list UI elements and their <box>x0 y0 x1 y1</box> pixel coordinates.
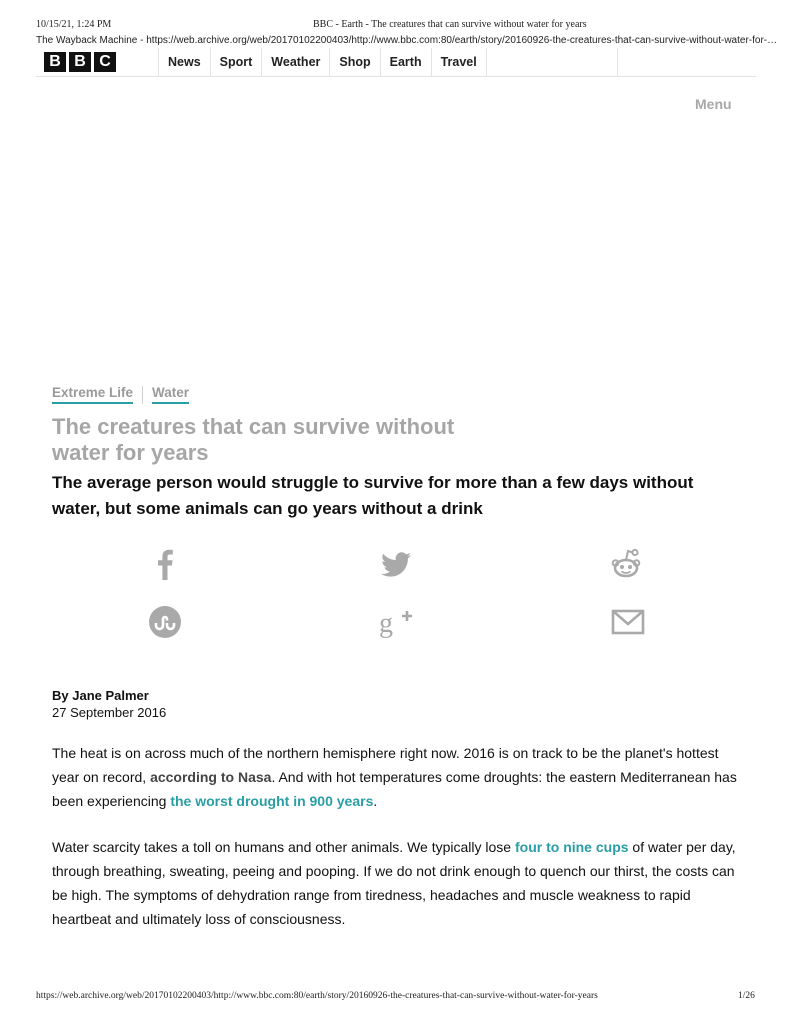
nav-earth[interactable]: Earth <box>380 48 431 76</box>
stumbleupon-icon[interactable] <box>147 604 183 640</box>
byline: By Jane Palmer <box>52 688 149 703</box>
tag-water[interactable]: Water <box>152 385 189 404</box>
publish-date: 27 September 2016 <box>52 705 167 720</box>
paragraph-text: The heat is on across much of the northern hemisphere right now. 2016 is on track to be the planet's hottest year on record, <box>52 745 719 785</box>
nav-news[interactable]: News <box>158 48 210 76</box>
bbc-nav <box>158 48 618 76</box>
bbc-logo[interactable] <box>44 52 116 72</box>
print-datetime: 10/15/21, 1:24 PM <box>36 19 112 30</box>
bbc-logo-letter: B <box>44 52 66 72</box>
tag-divider <box>142 386 143 404</box>
nav-shop[interactable]: Shop <box>329 48 379 76</box>
email-icon[interactable] <box>610 604 646 640</box>
bbc-top-bar <box>36 48 756 77</box>
google-plus-icon[interactable] <box>378 604 414 640</box>
tag-extreme-life[interactable]: Extreme Life <box>52 385 133 404</box>
reddit-icon[interactable] <box>608 546 644 582</box>
bbc-logo-letter: C <box>94 52 116 72</box>
headline-container <box>52 414 652 465</box>
paragraph-2 <box>52 835 742 931</box>
link-four-to-nine-cups[interactable]: four to nine cups <box>514 839 629 855</box>
wayback-url-line: The Wayback Machine - https://web.archive.org/web/20170102200403/http://www.bbc.com:80/earth/story/20160926-the-creatures-that-can-survive-without-water-for-… <box>36 35 778 46</box>
paragraph-text: . And with hot temperatures come droughts: the eastern Mediterranean has been experiencing <box>52 769 737 809</box>
facebook-icon[interactable] <box>147 546 183 582</box>
standfirst: The average person would struggle to survive for more than a few days without water, but some animals can go years without a drink <box>52 473 694 518</box>
paragraph-text: . <box>373 793 378 809</box>
article-tags <box>52 385 189 404</box>
bbc-logo-letter: B <box>69 52 91 72</box>
nav-travel[interactable]: Travel <box>431 48 486 76</box>
twitter-icon[interactable] <box>378 546 414 582</box>
print-page-title: BBC - Earth - The creatures that can survive without water for years <box>313 19 587 30</box>
paragraph-text: Water scarcity takes a toll on humans and other animals. We typically lose <box>52 839 515 855</box>
print-page-number: 1/26 <box>738 991 755 1001</box>
print-footer-url: https://web.archive.org/web/20170102200403/http://www.bbc.com:80/earth/story/20160926-the-creatures-that-can-survive-without-water-for-years <box>36 991 598 1001</box>
menu-button[interactable]: Menu <box>695 96 732 112</box>
nav-sport[interactable]: Sport <box>210 48 262 76</box>
nav-weather[interactable]: Weather <box>261 48 329 76</box>
paragraph-text: of water per day, through breathing, sweating, peeing and pooping. If we do not drink enough to quench our thirst, the costs can be high. The symptoms of dehydration range from tiredness, headaches and muscle weakness to rapid heartbeat and ultimately loss of consciousness. <box>52 839 736 927</box>
link-worst-drought[interactable]: the worst drought in 900 years <box>170 793 374 809</box>
paragraph-1 <box>52 741 742 813</box>
svg-text:g: g <box>379 608 393 639</box>
link-according-to-nasa[interactable]: according to Nasa <box>150 769 272 785</box>
page-title: The creatures that can survive without water for years <box>52 414 455 465</box>
nav-more-slot[interactable] <box>486 48 618 76</box>
